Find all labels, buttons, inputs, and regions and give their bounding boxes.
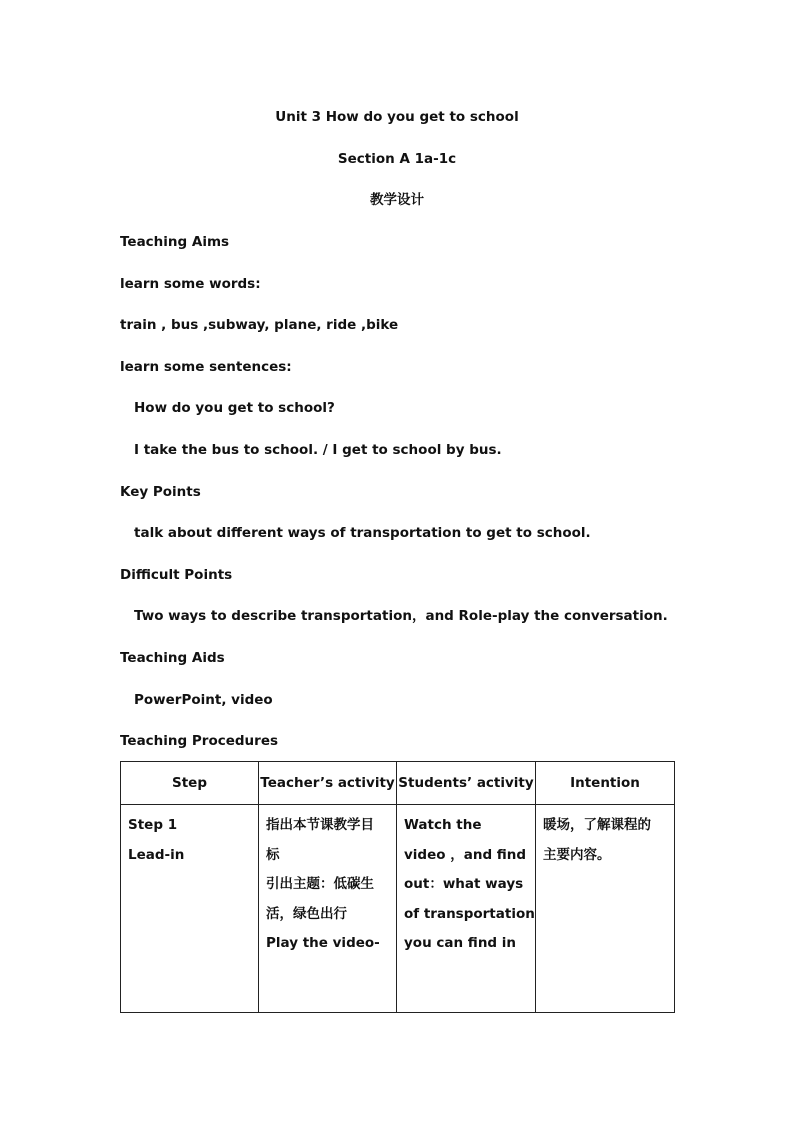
students-line: Watch the <box>404 817 482 833</box>
header-teacher-activity: Teacher’s activity <box>259 762 397 805</box>
teacher-line: 活，绿色出行 <box>266 905 347 922</box>
cell-teacher-activity <box>259 805 397 1013</box>
difficult-points-text: Two ways to describe transportation，and Role-play the conversation. <box>134 608 668 624</box>
header-students-activity: Students’ activity <box>397 762 536 805</box>
table-header-row <box>121 762 675 805</box>
header-intention: Intention <box>536 762 675 805</box>
document-title: Unit 3 How do you get to school <box>275 109 519 125</box>
step-line: Lead-in <box>128 846 185 863</box>
procedures-heading: Teaching Procedures <box>120 733 279 749</box>
sentence-1: How do you get to school? <box>134 400 335 416</box>
sentence-2: I take the bus to school. / I get to school by bus. <box>134 442 502 458</box>
cell-step <box>121 805 259 1013</box>
procedures-table <box>120 761 675 1013</box>
students-line: you can find in <box>404 935 517 952</box>
difficult-points-heading: Difficult Points <box>120 567 233 583</box>
teacher-line: 引出主题：低碳生 <box>266 876 374 893</box>
key-points-heading: Key Points <box>120 484 201 500</box>
key-points-text: talk about different ways of transportation to get to school. <box>134 525 591 541</box>
section-title: Section A 1a-1c <box>337 151 457 167</box>
students-line: of transportation <box>404 905 535 922</box>
students-line: video ，and find <box>404 846 527 863</box>
teaching-aids-heading: Teaching Aids <box>120 650 225 666</box>
teaching-aims-heading: Teaching Aims <box>120 234 230 250</box>
cell-intention <box>536 805 675 1013</box>
intention-line: 主要内容。 <box>543 846 611 863</box>
table-row <box>121 805 675 1013</box>
words-list: train , bus ,subway, plane, ride ,bike <box>120 317 399 333</box>
cell-students-activity <box>397 805 536 1013</box>
document-subtitle: 教学设计 <box>370 192 424 208</box>
header-step: Step <box>121 762 259 805</box>
teacher-line: Play the video- <box>266 935 380 952</box>
words-label: learn some words: <box>120 276 261 292</box>
teaching-aids-text: PowerPoint, video <box>134 692 273 708</box>
teacher-line: 标 <box>266 846 280 863</box>
step-line: Step 1 <box>128 817 178 833</box>
intention-line: 暖场，了解课程的 <box>543 817 651 833</box>
students-line: out：what ways <box>404 876 524 893</box>
teacher-line: 指出本节课教学目 <box>266 817 374 833</box>
sentences-label: learn some sentences: <box>120 359 292 375</box>
